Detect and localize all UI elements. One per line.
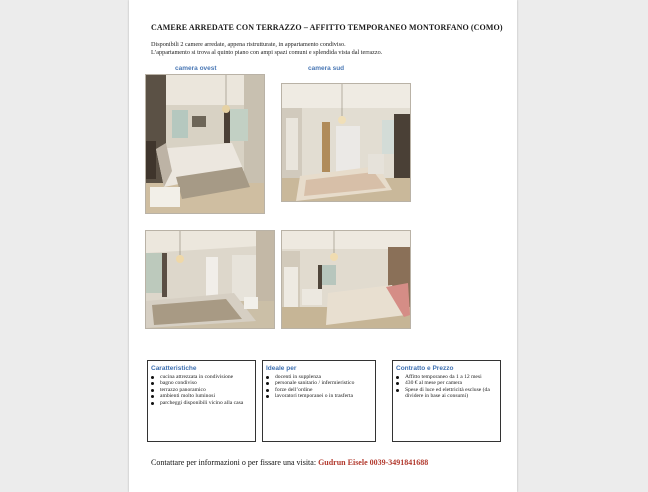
- intro-paragraph: [151, 41, 491, 57]
- box-ideale-per: [262, 360, 376, 442]
- contact-phone[interactable]: 0039-3491841688: [369, 458, 429, 467]
- box-caratteristiche: [147, 360, 256, 442]
- list-item: personale sanitario / infermieristico: [275, 380, 375, 386]
- intro-line-2: L’appartamento si trova al quinto piano con ampi spazi comuni e splendida vista dal terrazzo.: [151, 49, 383, 56]
- contact-name: Gudrun Eisele: [318, 458, 368, 467]
- list-item: ambienti molto luminosi: [160, 393, 255, 399]
- list-item: Spese di luce ed elettricità escluse (da dividere in base ai consumi): [405, 387, 500, 400]
- document-page: [129, 0, 517, 492]
- list-item: Affitto temporaneo da 1 a 12 mesi: [405, 374, 500, 380]
- list-item: 430 € al mese per camera: [405, 380, 500, 386]
- list-item: bagno condiviso: [160, 380, 255, 386]
- document-title: CAMERE ARREDATE CON TERRAZZO – AFFITTO TEMPORANEO MONTORFANO (COMO): [151, 23, 503, 32]
- photo-camera-ovest-1: [145, 74, 265, 214]
- intro-line-1: Disponibili 2 camere arredate, appena ristrutturate, in appartamento condiviso.: [151, 41, 346, 48]
- box-caratteristiche-heading: Caratteristiche: [151, 365, 197, 372]
- list-item: parcheggi disponibili vicino alla casa: [160, 400, 255, 406]
- list-item: lavoratori temporanei o in trasferta: [275, 393, 375, 399]
- list-item: docenti in supplenza: [275, 374, 375, 380]
- photo-camera-ovest-2: [145, 230, 275, 329]
- caption-camera-ovest: camera ovest: [175, 65, 217, 72]
- box-contratto-prezzo-list: [393, 374, 500, 400]
- box-ideale-per-list: [263, 374, 375, 400]
- box-contratto-prezzo-heading: Contratto e Prezzo: [396, 365, 454, 372]
- list-item: cucina attrezzata in condivisione: [160, 374, 255, 380]
- list-item: terrazzo panoramico: [160, 387, 255, 393]
- photo-camera-sud-2: [281, 230, 411, 329]
- caption-camera-sud: camera sud: [308, 65, 345, 72]
- contact-line: [151, 458, 511, 467]
- box-caratteristiche-list: [148, 374, 255, 406]
- box-ideale-per-heading: Ideale per: [266, 365, 297, 372]
- list-item: forze dell’ordine: [275, 387, 375, 393]
- box-contratto-prezzo: [392, 360, 501, 442]
- contact-text: Contattare per informazioni o per fissare una visita:: [151, 458, 317, 467]
- photo-camera-sud-1: [281, 83, 411, 202]
